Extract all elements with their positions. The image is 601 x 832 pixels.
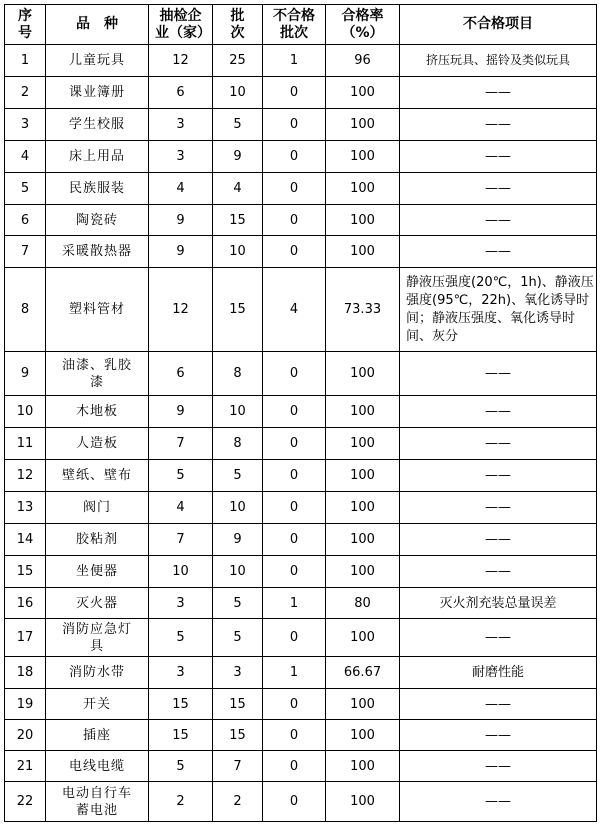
cell-batches: 15 [213, 720, 263, 751]
cell-fail-items: —— [400, 556, 597, 588]
cell-batches: 10 [213, 396, 263, 428]
cell-fail-batches: 0 [263, 173, 326, 205]
cell-name: 人造板 [46, 428, 149, 460]
cell-rate: 100 [326, 109, 400, 141]
header-rate: 合格率（%） [326, 5, 400, 45]
cell-name: 壁纸、壁布 [46, 460, 149, 492]
cell-fail-items: —— [400, 141, 597, 173]
cell-rate: 100 [326, 619, 400, 657]
cell-seq: 10 [5, 396, 46, 428]
cell-name: 消防应急灯具 [46, 619, 149, 657]
table-row [5, 428, 597, 460]
cell-fail-items: —— [400, 109, 597, 141]
cell-rate: 66.67 [326, 657, 400, 689]
cell-fail-items: —— [400, 236, 597, 268]
cell-batches: 7 [213, 751, 263, 782]
table-row [5, 236, 597, 268]
table-row [5, 492, 597, 524]
cell-rate: 100 [326, 352, 400, 396]
cell-fail-batches: 0 [263, 352, 326, 396]
cell-batches: 10 [213, 236, 263, 268]
cell-seq: 12 [5, 460, 46, 492]
cell-companies: 15 [149, 689, 213, 720]
cell-rate: 100 [326, 396, 400, 428]
table-row [5, 352, 597, 396]
cell-fail-batches: 0 [263, 109, 326, 141]
cell-name: 阀门 [46, 492, 149, 524]
cell-batches: 8 [213, 428, 263, 460]
cell-fail-items: —— [400, 782, 597, 822]
cell-fail-batches: 0 [263, 141, 326, 173]
table-row [5, 396, 597, 428]
cell-fail-items: —— [400, 77, 597, 109]
cell-batches: 25 [213, 45, 263, 77]
cell-seq: 1 [5, 45, 46, 77]
cell-fail-items: —— [400, 205, 597, 236]
cell-rate: 100 [326, 751, 400, 782]
cell-fail-batches: 0 [263, 77, 326, 109]
table-row [5, 556, 597, 588]
cell-rate: 100 [326, 428, 400, 460]
cell-rate: 100 [326, 689, 400, 720]
cell-seq: 15 [5, 556, 46, 588]
cell-batches: 10 [213, 492, 263, 524]
cell-rate: 80 [326, 588, 400, 619]
cell-name: 民族服装 [46, 173, 149, 205]
cell-batches: 5 [213, 588, 263, 619]
cell-seq: 22 [5, 782, 46, 822]
cell-batches: 9 [213, 524, 263, 556]
cell-seq: 5 [5, 173, 46, 205]
cell-fail-items: —— [400, 524, 597, 556]
cell-fail-batches: 0 [263, 428, 326, 460]
cell-companies: 5 [149, 751, 213, 782]
cell-fail-batches: 0 [263, 396, 326, 428]
cell-fail-items: —— [400, 689, 597, 720]
table-row [5, 205, 597, 236]
table-row [5, 751, 597, 782]
header-batches: 批次 [213, 5, 263, 45]
cell-companies: 6 [149, 77, 213, 109]
cell-seq: 19 [5, 689, 46, 720]
cell-rate: 100 [326, 236, 400, 268]
header-seq: 序号 [5, 5, 46, 45]
cell-batches: 15 [213, 268, 263, 352]
cell-companies: 12 [149, 45, 213, 77]
cell-fail-items: 挤压玩具、摇铃及类似玩具 [400, 45, 597, 77]
cell-fail-batches: 0 [263, 720, 326, 751]
cell-rate: 100 [326, 524, 400, 556]
cell-companies: 7 [149, 428, 213, 460]
table-row [5, 588, 597, 619]
table-row [5, 524, 597, 556]
cell-batches: 5 [213, 619, 263, 657]
cell-companies: 6 [149, 352, 213, 396]
cell-companies: 10 [149, 556, 213, 588]
cell-fail-batches: 0 [263, 619, 326, 657]
cell-companies: 3 [149, 109, 213, 141]
cell-seq: 17 [5, 619, 46, 657]
cell-fail-items: —— [400, 751, 597, 782]
cell-batches: 5 [213, 109, 263, 141]
cell-companies: 5 [149, 460, 213, 492]
cell-rate: 100 [326, 556, 400, 588]
cell-fail-items: —— [400, 460, 597, 492]
cell-fail-items: 耐磨性能 [400, 657, 597, 689]
cell-fail-batches: 1 [263, 657, 326, 689]
cell-companies: 2 [149, 782, 213, 822]
cell-fail-items: —— [400, 619, 597, 657]
table-row [5, 657, 597, 689]
cell-seq: 21 [5, 751, 46, 782]
cell-name: 床上用品 [46, 141, 149, 173]
cell-batches: 15 [213, 205, 263, 236]
cell-rate: 100 [326, 782, 400, 822]
cell-fail-items: —— [400, 492, 597, 524]
cell-batches: 2 [213, 782, 263, 822]
cell-name: 灭火器 [46, 588, 149, 619]
cell-fail-batches: 0 [263, 524, 326, 556]
cell-fail-items: —— [400, 720, 597, 751]
cell-rate: 96 [326, 45, 400, 77]
cell-seq: 18 [5, 657, 46, 689]
cell-name: 陶瓷砖 [46, 205, 149, 236]
table-row [5, 173, 597, 205]
cell-companies: 12 [149, 268, 213, 352]
header-name: 品 种 [46, 5, 149, 45]
cell-companies: 4 [149, 173, 213, 205]
cell-companies: 15 [149, 720, 213, 751]
cell-companies: 9 [149, 236, 213, 268]
cell-companies: 7 [149, 524, 213, 556]
cell-name: 课业簿册 [46, 77, 149, 109]
cell-companies: 3 [149, 657, 213, 689]
cell-fail-items: —— [400, 352, 597, 396]
header-fail-batches: 不合格批次 [263, 5, 326, 45]
cell-fail-batches: 1 [263, 45, 326, 77]
cell-rate: 100 [326, 460, 400, 492]
cell-batches: 10 [213, 556, 263, 588]
cell-rate: 100 [326, 492, 400, 524]
cell-seq: 3 [5, 109, 46, 141]
cell-seq: 2 [5, 77, 46, 109]
cell-fail-batches: 0 [263, 556, 326, 588]
cell-rate: 100 [326, 141, 400, 173]
header-fail-items: 不合格项目 [400, 5, 597, 45]
table-body [5, 45, 597, 822]
cell-fail-batches: 0 [263, 205, 326, 236]
cell-rate: 100 [326, 77, 400, 109]
cell-fail-batches: 4 [263, 268, 326, 352]
table-row [5, 141, 597, 173]
cell-seq: 4 [5, 141, 46, 173]
cell-companies: 9 [149, 205, 213, 236]
cell-rate: 100 [326, 173, 400, 205]
cell-rate: 100 [326, 720, 400, 751]
cell-fail-batches: 0 [263, 782, 326, 822]
cell-name: 塑料管材 [46, 268, 149, 352]
cell-fail-batches: 0 [263, 236, 326, 268]
cell-batches: 4 [213, 173, 263, 205]
cell-companies: 3 [149, 588, 213, 619]
cell-batches: 9 [213, 141, 263, 173]
table-row [5, 45, 597, 77]
cell-name: 油漆、乳胶漆 [46, 352, 149, 396]
cell-seq: 20 [5, 720, 46, 751]
cell-name: 学生校服 [46, 109, 149, 141]
cell-rate: 73.33 [326, 268, 400, 352]
cell-seq: 6 [5, 205, 46, 236]
cell-fail-items: —— [400, 428, 597, 460]
cell-name: 儿童玩具 [46, 45, 149, 77]
cell-name: 木地板 [46, 396, 149, 428]
cell-name: 电动自行车蓄电池 [46, 782, 149, 822]
cell-fail-items: 灭火剂充装总量误差 [400, 588, 597, 619]
table-header-row [5, 5, 597, 45]
cell-rate: 100 [326, 205, 400, 236]
table-row [5, 619, 597, 657]
cell-seq: 7 [5, 236, 46, 268]
cell-seq: 13 [5, 492, 46, 524]
table-row [5, 268, 597, 352]
table-row [5, 689, 597, 720]
cell-batches: 15 [213, 689, 263, 720]
cell-fail-items: —— [400, 173, 597, 205]
cell-name: 开关 [46, 689, 149, 720]
cell-batches: 5 [213, 460, 263, 492]
cell-fail-batches: 0 [263, 460, 326, 492]
cell-batches: 8 [213, 352, 263, 396]
cell-name: 消防水带 [46, 657, 149, 689]
cell-companies: 9 [149, 396, 213, 428]
cell-fail-batches: 0 [263, 492, 326, 524]
table-row [5, 109, 597, 141]
cell-fail-items: —— [400, 396, 597, 428]
cell-name: 采暖散热器 [46, 236, 149, 268]
table-row [5, 782, 597, 822]
cell-name: 坐便器 [46, 556, 149, 588]
cell-seq: 9 [5, 352, 46, 396]
cell-fail-batches: 0 [263, 689, 326, 720]
cell-companies: 4 [149, 492, 213, 524]
table-row [5, 720, 597, 751]
header-companies: 抽检企业（家） [149, 5, 213, 45]
cell-fail-items: 静液压强度(20℃，1h)、静液压强度(95℃，22h)、氧化诱导时间；静液压强度、氧化诱导时间、灰分 [400, 268, 597, 352]
cell-seq: 16 [5, 588, 46, 619]
table-row [5, 77, 597, 109]
cell-seq: 8 [5, 268, 46, 352]
cell-seq: 11 [5, 428, 46, 460]
table-row [5, 460, 597, 492]
cell-name: 插座 [46, 720, 149, 751]
cell-name: 胶粘剂 [46, 524, 149, 556]
inspection-results-table [4, 4, 597, 822]
cell-name: 电线电缆 [46, 751, 149, 782]
cell-batches: 3 [213, 657, 263, 689]
cell-seq: 14 [5, 524, 46, 556]
cell-batches: 10 [213, 77, 263, 109]
cell-fail-batches: 0 [263, 751, 326, 782]
cell-fail-batches: 1 [263, 588, 326, 619]
cell-companies: 3 [149, 141, 213, 173]
cell-companies: 5 [149, 619, 213, 657]
